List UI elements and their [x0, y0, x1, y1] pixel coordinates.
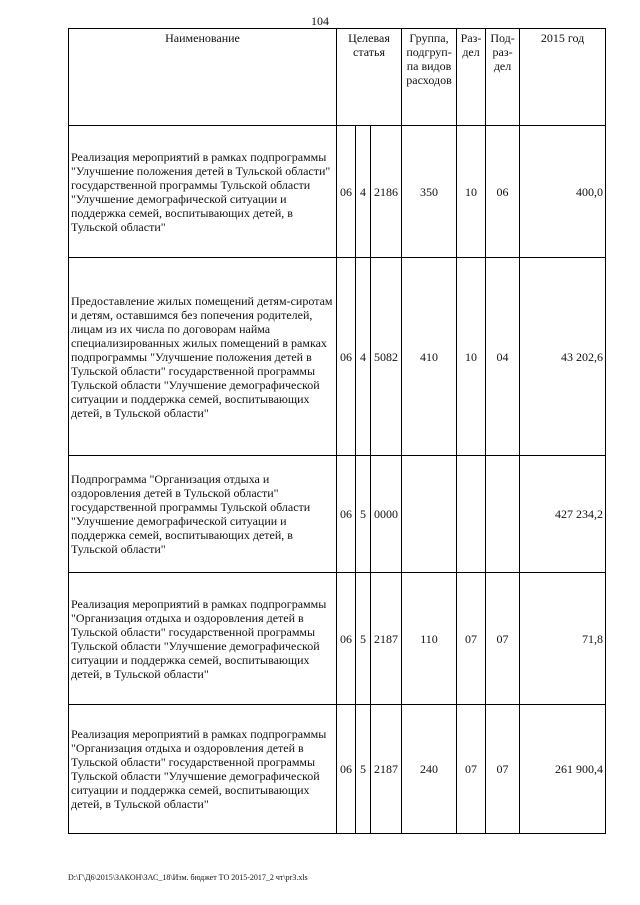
- header-subsection: Под-раз-дел: [486, 29, 520, 126]
- row-name: Предоставление жилых помещений детям-сиротам и детям, оставшимся без попечения родителей, лицам из их числа по договорам найма специализированных жилых помещений в рамках подпрограммы "Улучшение положения детей в Тульской области" государственной программы Тульской области "Улучшение демографической ситуации и поддержка семей, воспитывающих детей, в Тульской области": [69, 258, 337, 456]
- row-cs-program: 06: [337, 126, 356, 258]
- header-section: Раз-дел: [457, 29, 486, 126]
- header-target-article: Целевая статья: [337, 29, 402, 126]
- row-expense-group: 350: [402, 126, 457, 258]
- row-name: Реализация мероприятий в рамках подпрограммы "Улучшение положения детей в Тульской области" государственной программы Тульской области "Улучшение демографической ситуации и поддержка семей, воспитывающих детей, в Тульской области": [69, 126, 337, 258]
- row-expense-group: [402, 456, 457, 573]
- page-number: 104: [311, 14, 329, 28]
- header-expense-group: Группа, подгруп-па видов расходов: [402, 29, 457, 126]
- row-section: [457, 456, 486, 573]
- row-name: Реализация мероприятий в рамках подпрограммы "Организация отдыха и оздоровления детей в Тульской области" государственной программы Тульской области "Улучшение демографической ситуации и поддержка семей, воспитывающих детей, в Тульской области": [69, 573, 337, 705]
- row-cs-program: 06: [337, 573, 356, 705]
- row-cs-code: 2187: [371, 573, 402, 705]
- row-cs-subprogram: 5: [356, 573, 371, 705]
- header-year-2015: 2015 год: [520, 29, 606, 126]
- row-subsection: [486, 456, 520, 573]
- row-cs-subprogram: 4: [356, 126, 371, 258]
- row-amount: 400,0: [520, 126, 606, 258]
- row-cs-code: 0000: [371, 456, 402, 573]
- row-cs-program: 06: [337, 705, 356, 834]
- table-row: [69, 705, 606, 834]
- row-cs-subprogram: 4: [356, 258, 371, 456]
- row-amount: 71,8: [520, 573, 606, 705]
- row-subsection: 04: [486, 258, 520, 456]
- row-subsection: 06: [486, 126, 520, 258]
- row-name: Реализация мероприятий в рамках подпрограммы "Организация отдыха и оздоровления детей в Тульской области" государственной программы Тульской области "Улучшение демографической ситуации и поддержка семей, воспитывающих детей, в Тульской области": [69, 705, 337, 834]
- row-name: Подпрограмма "Организация отдыха и оздоровления детей в Тульской области" государственной программы Тульской области "Улучшение демографической ситуации и поддержка семей, воспитывающих детей, в Тульской области": [69, 456, 337, 573]
- row-section: 07: [457, 573, 486, 705]
- row-subsection: 07: [486, 705, 520, 834]
- row-section: 10: [457, 126, 486, 258]
- row-expense-group: 110: [402, 573, 457, 705]
- row-cs-program: 06: [337, 456, 356, 573]
- table-header-row: [69, 29, 606, 126]
- table-row: [69, 573, 606, 705]
- header-name: Наименование: [69, 29, 337, 126]
- file-path-footer: D:\Г\Д6\2015\ЗАКОН\ЗАС_18\Изм. бюджет ТО 2015-2017_2 чт\pr3.xls: [68, 873, 308, 882]
- row-cs-code: 2186: [371, 126, 402, 258]
- row-amount: 43 202,6: [520, 258, 606, 456]
- table-row: [69, 456, 606, 573]
- table-row: [69, 126, 606, 258]
- row-expense-group: 410: [402, 258, 457, 456]
- row-amount: 261 900,4: [520, 705, 606, 834]
- row-expense-group: 240: [402, 705, 457, 834]
- row-section: 10: [457, 258, 486, 456]
- row-cs-subprogram: 5: [356, 456, 371, 573]
- budget-table: [68, 28, 606, 834]
- row-subsection: 07: [486, 573, 520, 705]
- row-cs-subprogram: 5: [356, 705, 371, 834]
- row-section: 07: [457, 705, 486, 834]
- table-row: [69, 258, 606, 456]
- row-amount: 427 234,2: [520, 456, 606, 573]
- row-cs-code: 2187: [371, 705, 402, 834]
- row-cs-code: 5082: [371, 258, 402, 456]
- row-cs-program: 06: [337, 258, 356, 456]
